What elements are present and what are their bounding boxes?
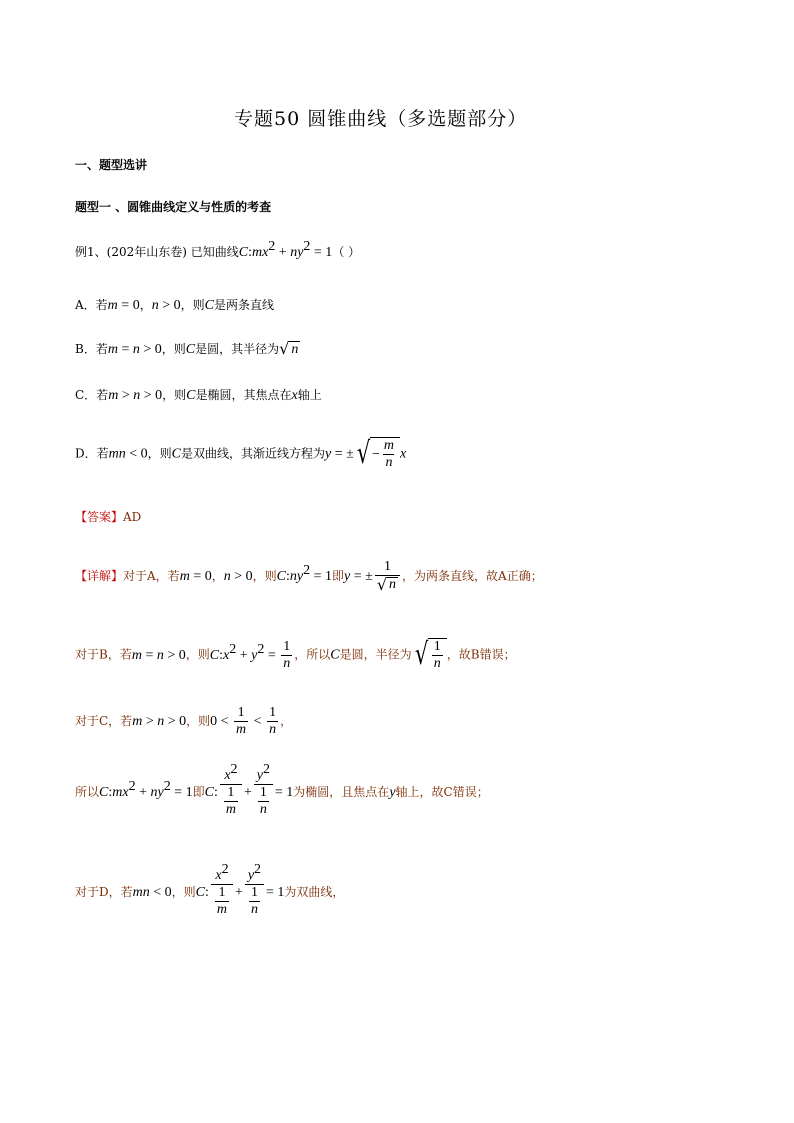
detail-line-5: 对于D，若mn < 0，则C: $\frac{x^2}{\frac{1}{m}}$ + $\frac{y^2}{\frac{1}{n}}$ = 1为双曲线，: [75, 862, 345, 917]
page-title: 专题50 圆锥曲线（多选题部分）: [234, 108, 528, 130]
section-heading: 一、题型选讲: [75, 158, 148, 172]
option-c: C．若m > n > 0，则C是椭圆，其焦点在x轴上: [75, 388, 322, 403]
answer-line: [75, 509, 141, 525]
option-b: B．若m = n > 0，则C是圆，其半径为 √ n: [75, 339, 299, 358]
option-d: D．若mn < 0，则C是双曲线，其渐近线方程为y = ± √ − $\frac{m}{n}$ x: [75, 436, 407, 471]
question-type-heading: 题型一 、圆锥曲线定义与性质的考查: [75, 200, 272, 214]
answer-value: AD: [123, 510, 142, 524]
detail-line-3: 对于C，若m > n > 0，则0 < $\frac{1}{m}$ < $\frac{1}{n}$ ，: [75, 705, 293, 737]
option-a: A．若m = 0，n > 0，则C是两条直线: [75, 298, 274, 313]
detail-label: 【详解】: [75, 569, 124, 583]
answer-label: 【答案】: [75, 510, 124, 524]
example-prefix: 例1、(202年山东卷) 已知曲线: [75, 245, 239, 259]
detail-line-1: 【详解】对于A，若m = 0，n > 0，则$C:ny^2 = 1$即y = ± 1 √ n ，为两条直线，故A正确；: [75, 559, 543, 594]
example-suffix: （ ）: [332, 245, 361, 259]
detail-line-4: 所以$C:mx^2 + ny^2 = 1$即C: $\frac{x^2}{\frac{1}{m}}$ + $\frac{y^2}{\frac{1}{n}}$ = 1为椭圆，且焦点在y轴上，故C错误；: [75, 762, 489, 817]
example-question: 例1、(202年山东卷) 已知曲线$C:mx^2 + ny^2 = 1$（ ）: [75, 239, 361, 260]
detail-line-2: 对于B，若m = n > 0，则$C:x^2 + y^2$ = $\frac{1}{n}$ ，所以C是圆，半径为 √ $\frac{1}{n}$ ，故B错误；: [75, 637, 516, 672]
